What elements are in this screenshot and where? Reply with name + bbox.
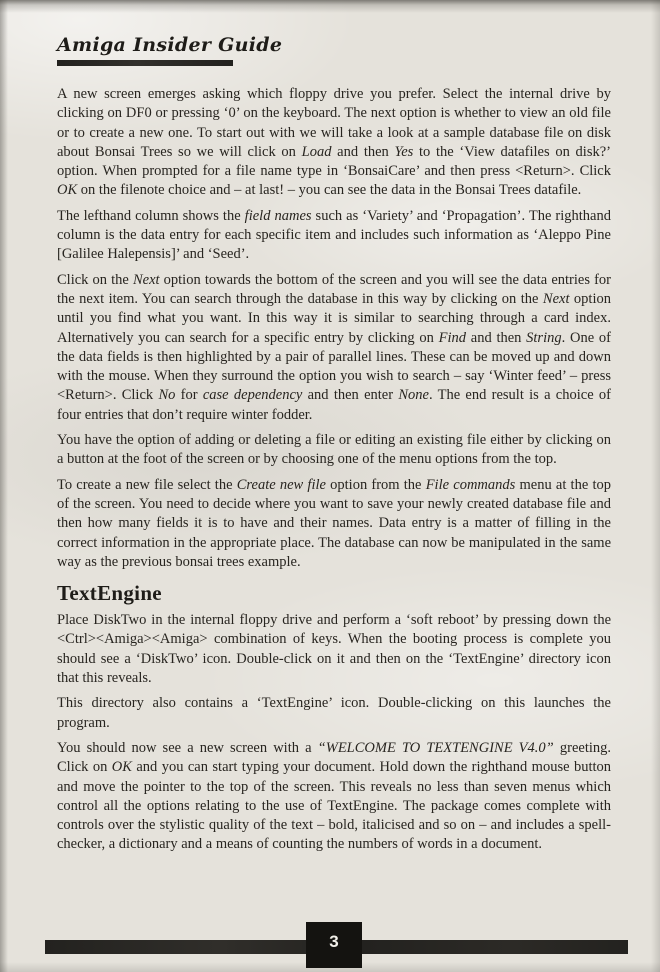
text-run: You have the option of adding or deleting a file or editing an existing file either by clicking on a button at the foot of the screen or by choosing one of the menu options from the top. <box>57 432 611 468</box>
text-run: and then <box>466 329 527 346</box>
italic-text-run: Create new file <box>236 476 326 493</box>
italic-text-run: File commands <box>425 476 516 493</box>
paragraph <box>57 476 611 572</box>
italic-text-run: OK <box>111 759 132 776</box>
paragraph <box>57 739 611 855</box>
text-run: . The end result is a choice of four entries that don’t require winter fodder. <box>57 387 612 423</box>
italic-text-run: Load <box>301 143 332 160</box>
text-run: You should now see a new screen with a <box>57 739 318 756</box>
italic-text-run: String <box>526 329 562 346</box>
paragraph <box>57 611 611 688</box>
text-run: This directory also contains a ‘TextEngine’ icon. Double-clicking on this launches the program. <box>57 695 611 731</box>
text-run: and you can start typing your document. Hold down the righthand mouse button and move the pointer to the top of the screen. This reveals no less than seven menus which control all the options relating to the use of TextEngine. The package comes complete with controls over the stylistic quality of the text – bold, italicised and so on – and includes a spell-checker, a dictionary and a means of counting the numbers of words in a document. <box>57 759 611 853</box>
text-run: . One of the data fields is then highlighted by a pair of parallel lines. These can be moved up and down with the mouse. When they surround the option you wish to search – say ‘Winter feed’ – press <Return>. Click <box>57 329 611 404</box>
italic-text-run: OK <box>57 182 78 199</box>
italic-text-run: Find <box>438 329 466 346</box>
paragraph <box>57 207 611 265</box>
italic-text-run: Yes <box>394 143 414 160</box>
text-run: such as ‘Variety’ and ‘Propagation’. The righthand column is the data entry for each specific item and includes such information as ‘Aleppo Pine [Galilee Halepensis]’ and ‘Seed’. <box>57 207 611 263</box>
paragraph <box>57 271 611 425</box>
paragraph <box>57 694 611 733</box>
section-heading: TextEngine <box>57 581 162 606</box>
text-run: greeting. Click on <box>57 739 611 776</box>
text-run: option until you find what you want. In this way it is similar to searching through a card index. Alternatively you can search for a specific entry by clicking on <box>57 290 611 346</box>
italic-text-run: No <box>158 387 176 404</box>
paragraph <box>57 85 611 201</box>
italic-text-run: Next <box>132 271 160 288</box>
header-rule <box>57 60 233 66</box>
page-number-badge <box>306 922 362 968</box>
text-run: The lefthand column shows the <box>57 207 245 224</box>
italic-text-run: “WELCOME TO TEXTENGINE V4.0” <box>317 739 554 756</box>
book-title: Amiga Insider Guide <box>57 34 283 56</box>
text-run: for <box>175 387 203 404</box>
page-number: 3 <box>329 932 339 951</box>
text-run: option from the <box>325 476 426 493</box>
running-header <box>57 34 282 66</box>
text-run: To create a new file select the <box>57 476 237 493</box>
text-run: A new screen emerges asking which floppy drive you prefer. Select the internal drive by clicking on DF0 or pressing ‘0’ on the keyboard. The next option is whether to view an old file or to create a new one. To start out with we will take a look at a sample database file on disk about Bonsai Trees so we will click on <box>57 86 611 160</box>
italic-text-run: field names <box>244 207 312 224</box>
text-run: and then <box>331 143 395 160</box>
text-run: menu at the top of the screen. You need to decide where you want to save your newly created database file and then how many fields it is to have and their names. Data entry is a matter of filling in the correct information in the appropriate place. The database can now be manipulated in the same way as the previous bonsai trees example. <box>57 476 611 570</box>
text-run: Place DiskTwo in the internal floppy drive and perform a ‘soft reboot’ by pressing down the <Ctrl><Amiga><Amiga> combination of keys. When the booting process is complete you should see a ‘DiskTwo’ icon. Double-click on it and then on the ‘TextEngine’ directory icon that this reveals. <box>57 612 611 687</box>
page-body <box>57 85 611 861</box>
text-run: Click on the <box>57 271 133 288</box>
text-run: to the ‘View datafiles on disk?’ option. When prompted for a file name type in ‘BonsaiCare’ and then press <Return>. Click <box>57 143 611 180</box>
italic-text-run: Next <box>542 290 570 307</box>
italic-text-run: None <box>398 387 429 404</box>
italic-text-run: case dependency <box>202 387 303 404</box>
text-run: on the filenote choice and – at last! – you can see the data in the Bonsai Trees datafile. <box>77 182 582 199</box>
paragraph <box>57 431 611 470</box>
text-run: option towards the bottom of the screen and you will see the data entries for the next item. You can search through the database in this way by clicking on the <box>57 271 611 307</box>
text-run: and then enter <box>302 387 399 404</box>
